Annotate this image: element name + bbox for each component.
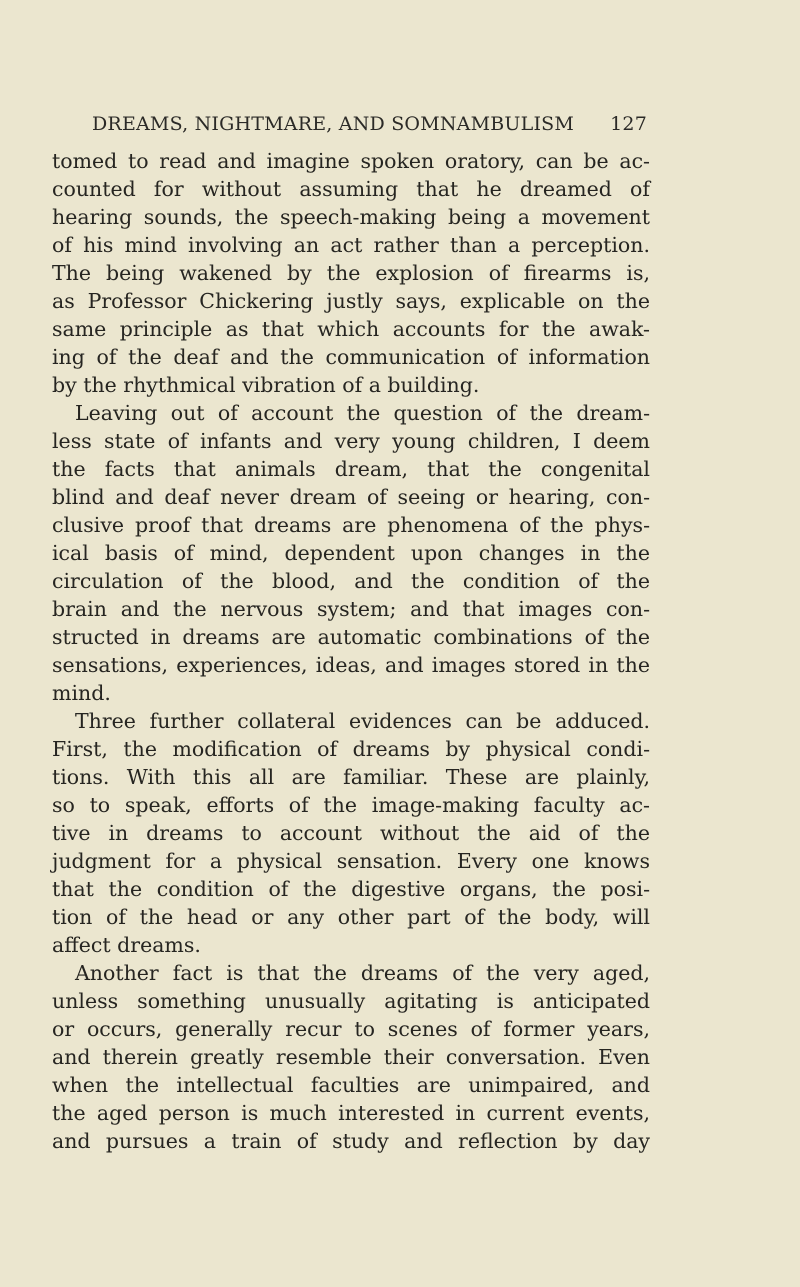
text-line: judgment for a physical sensation. Every one knows xyxy=(52,849,650,873)
text-line: that the condition of the digestive organs, the posi- xyxy=(52,877,650,901)
text-line: same principle as that which accounts for the awak- xyxy=(52,317,650,341)
text-line: tomed to read and imagine spoken oratory, can be ac- xyxy=(52,149,650,173)
text-line: and therein greatly resemble their conversation. Even xyxy=(52,1045,650,1069)
text-line: as Professor Chickering justly says, explicable on the xyxy=(52,289,650,313)
text-line: ing of the deaf and the communication of information xyxy=(52,345,650,369)
text-line: the aged person is much interested in current events, xyxy=(52,1101,650,1125)
text-line: tions. With this all are familiar. These are plainly, xyxy=(52,765,650,789)
text-line: of his mind involving an act rather than a perception. xyxy=(52,233,650,257)
text-line: less state of infants and very young children, I deem xyxy=(52,429,650,453)
text-line: Leaving out of account the question of the dream- xyxy=(75,401,650,425)
text-line: mind. xyxy=(52,681,111,705)
text-line: affect dreams. xyxy=(52,933,201,957)
text-line: tive in dreams to account without the aid of the xyxy=(52,821,650,845)
text-line: sensations, experiences, ideas, and images stored in the xyxy=(52,653,650,677)
text-line: blind and deaf never dream of seeing or hearing, con- xyxy=(52,485,650,509)
text-line: structed in dreams are automatic combinations of the xyxy=(52,625,650,649)
text-line: by the rhythmical vibration of a building. xyxy=(52,373,480,397)
text-line: or occurs, generally recur to scenes of former years, xyxy=(52,1017,650,1041)
text-line: circulation of the blood, and the condition of the xyxy=(52,569,650,593)
text-line: clusive proof that dreams are phenomena of the phys- xyxy=(52,513,650,537)
text-line: Another fact is that the dreams of the very aged, xyxy=(75,961,650,985)
text-line: and pursues a train of study and reflection by day xyxy=(52,1129,650,1153)
body-text xyxy=(52,147,650,1155)
text-line: counted for without assuming that he dreamed of xyxy=(52,177,650,201)
text-line: The being wakened by the explosion of firearms is, xyxy=(52,261,650,285)
page-header xyxy=(92,113,647,143)
text-line: hearing sounds, the speech-making being a movement xyxy=(52,205,650,229)
text-line: the facts that animals dream, that the congenital xyxy=(52,457,650,481)
text-line: Three further collateral evidences can be adduced. xyxy=(75,709,650,733)
text-line: when the intellectual faculties are unimpaired, and xyxy=(52,1073,650,1097)
text-line: brain and the nervous system; and that images con- xyxy=(52,597,650,621)
text-line: unless something unusually agitating is anticipated xyxy=(52,989,650,1013)
running-title: DREAMS, NIGHTMARE, AND SOMNAMBULISM xyxy=(92,113,575,135)
text-line: ical basis of mind, dependent upon changes in the xyxy=(52,541,650,565)
text-line: First, the modification of dreams by physical condi- xyxy=(52,737,650,761)
text-line: so to speak, efforts of the image-making faculty ac- xyxy=(52,793,650,817)
text-line: tion of the head or any other part of the body, will xyxy=(52,905,650,929)
page-number: 127 xyxy=(610,113,647,135)
